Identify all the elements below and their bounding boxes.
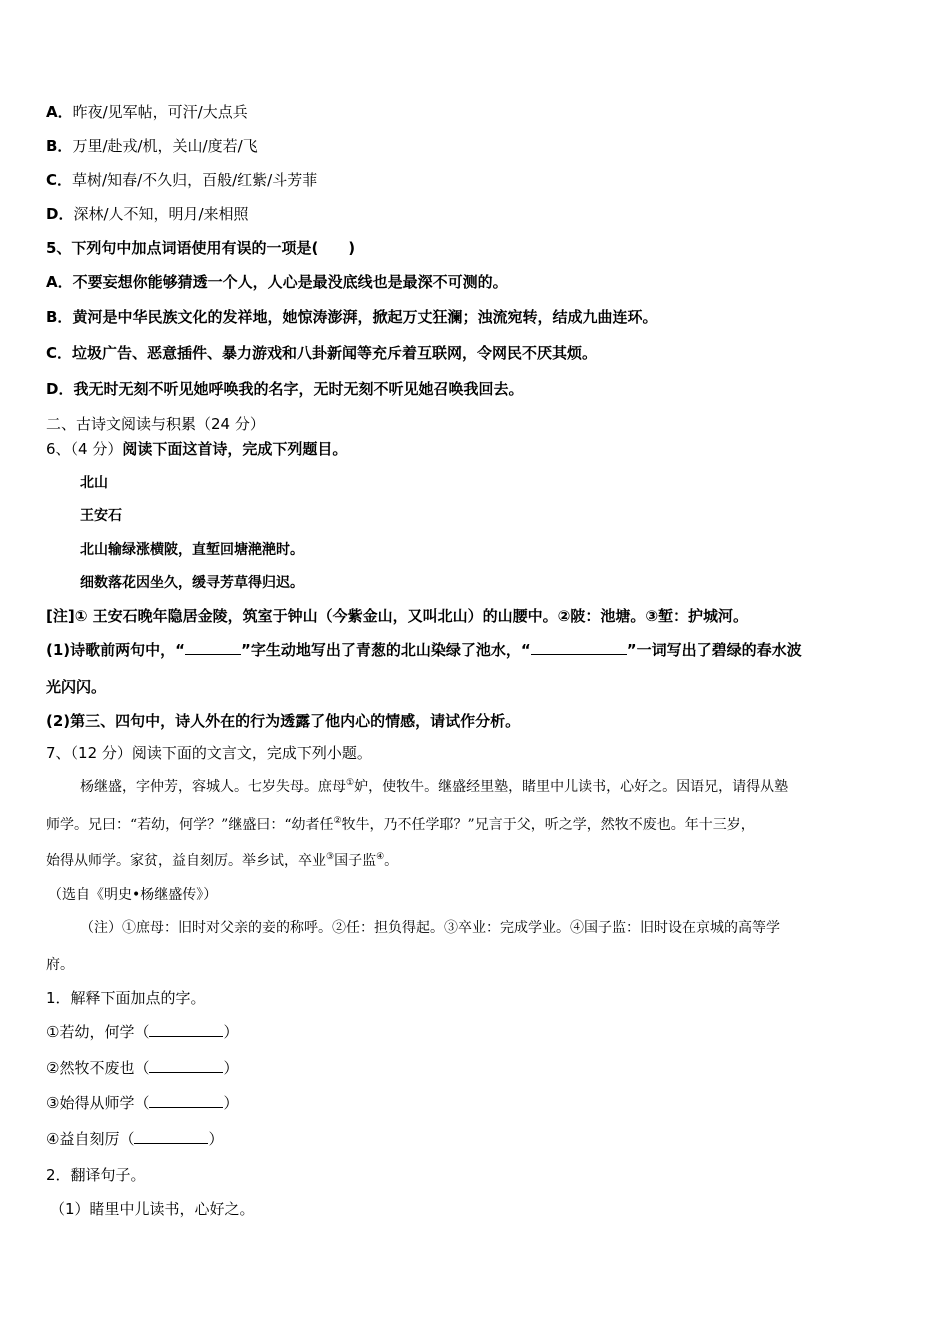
poem-line: 细数落花因坐久，缓寻芳草得归迟。	[80, 575, 304, 591]
footnote-marker: ③	[326, 852, 335, 862]
poem-title: 北山	[80, 475, 108, 491]
answer-blank[interactable]	[185, 640, 241, 655]
option-letter: B．	[46, 308, 73, 326]
q7-2-item: （1）睹里中儿读书，心好之。	[50, 1200, 255, 1218]
q6-stem-text: 阅读下面这首诗，完成下列题目。	[122, 440, 348, 458]
option-text: 黄河是中华民族文化的发祥地，她惊涛澎湃，掀起万丈狂澜；浊流宛转，结成九曲连环。	[72, 308, 658, 326]
option-text: 我无时无刻不听见她呼唤我的名字，无时无刻不听见她召唤我回去。	[73, 380, 524, 398]
passage-text: 国子监	[334, 853, 377, 869]
option-text: 万里/赴戎/机，关山/度若/飞	[72, 137, 258, 155]
passage-text: 始得从师学。家贫，益自刻厉。举乡试，卒业	[46, 853, 326, 869]
item-end: ）	[223, 1059, 239, 1077]
q5-stem: 5、下列句中加点词语使用有误的一项是( )	[46, 239, 356, 257]
answer-blank[interactable]	[149, 1093, 223, 1108]
option-text: 垃圾广告、恶意插件、暴力游戏和八卦新闻等充斥着互联网，令网民不厌其烦。	[72, 344, 598, 362]
item-text: ①若幼，何学（	[46, 1023, 150, 1041]
option-letter: C．	[46, 171, 73, 189]
sub1-text: ”字生动地写出了青葱的北山染绿了池水，“	[241, 641, 531, 659]
q6-sub1-cont: 光闪闪。	[46, 678, 107, 696]
q7-1-item	[46, 1129, 223, 1149]
section-title: 二、古诗文阅读与积累（24 分）	[46, 415, 265, 433]
notes-cont: 府。	[46, 957, 74, 973]
q6-note: [注]① 王安石晚年隐居金陵，筑室于钟山（今紫金山，又叫北山）的山腰中。②陂：池塘。③堑：护城河。	[46, 607, 749, 625]
footnote-marker: ②	[333, 816, 342, 826]
option-text: 不要妄想你能够猜透一个人，人心是最没底线也是最深不可测的。	[72, 273, 508, 291]
item-end: ）	[223, 1094, 239, 1112]
q6-stem	[46, 439, 347, 459]
passage-line	[80, 777, 788, 799]
passage-text: 杨继盛，字仲芳，容城人。七岁失母。庶母	[80, 779, 346, 795]
q5-option-b	[46, 307, 657, 327]
passage-line	[46, 851, 398, 873]
q7-1-item	[46, 1058, 238, 1078]
source: （选自《明史•杨继盛传》）	[48, 887, 218, 903]
item-end: ）	[223, 1023, 239, 1041]
option-letter: A．	[46, 273, 73, 291]
answer-blank[interactable]	[149, 1022, 223, 1037]
option-letter: B．	[46, 137, 73, 155]
item-text: ④益自刻厉（	[46, 1130, 135, 1148]
item-end: ）	[208, 1130, 224, 1148]
q4-option-c	[46, 170, 317, 190]
answer-blank[interactable]	[149, 1058, 223, 1073]
option-letter: D．	[46, 380, 74, 398]
q6-sub1	[46, 640, 802, 660]
poem-author: 王安石	[80, 508, 122, 524]
answer-blank[interactable]	[134, 1129, 208, 1144]
q6-sub2: (2)第三、四句中，诗人外在的行为透露了他内心的情感，请试作分析。	[46, 712, 521, 730]
q5-option-c	[46, 343, 597, 363]
passage-text: 妒，使牧牛。继盛经里塾，睹里中儿读书，心好之。因语兄，请得从塾	[354, 779, 789, 795]
q6-number: 6、（4 分）	[46, 440, 123, 458]
q4-option-b	[46, 136, 258, 156]
q7-2-title: 2．翻译句子。	[46, 1166, 146, 1184]
passage-line	[46, 815, 755, 837]
passage-text: 牧牛，乃不任学耶？”兄言于父，听之学，然牧不废也。年十三岁，	[341, 817, 755, 833]
q7-stem: 7、（12 分）阅读下面的文言文，完成下列小题。	[46, 744, 372, 762]
option-text: 深林/人不知，明月/来相照	[73, 205, 249, 223]
option-letter: D．	[46, 205, 74, 223]
q5-option-d	[46, 379, 523, 399]
option-text: 昨夜/见军帖，可汗/大点兵	[72, 103, 248, 121]
passage-text: 师学。兄曰：“若幼，何学？”继盛曰：“幼者任	[46, 817, 334, 833]
option-letter: C．	[46, 344, 73, 362]
option-letter: A．	[46, 103, 73, 121]
passage-text: 。	[384, 853, 399, 869]
q4-option-d	[46, 204, 249, 224]
item-text: ③始得从师学（	[46, 1094, 150, 1112]
item-text: ②然牧不废也（	[46, 1059, 150, 1077]
answer-blank[interactable]	[531, 640, 627, 655]
q7-1-title: 1．解释下面加点的字。	[46, 989, 206, 1007]
sub1-text: (1)诗歌前两句中，“	[46, 641, 186, 659]
footnote-marker: ④	[376, 852, 385, 862]
q4-option-a	[46, 102, 248, 122]
q7-1-item	[46, 1022, 238, 1042]
q7-1-item	[46, 1093, 238, 1113]
notes: （注）①庶母：旧时对父亲的妾的称呼。②任：担负得起。③卒业：完成学业。④国子监：旧时设在京城的高等学	[80, 920, 780, 936]
option-text: 草树/知春/不久归，百般/红紫/斗芳菲	[72, 171, 318, 189]
q5-option-a	[46, 272, 508, 292]
poem-line: 北山输绿涨横陂，直堑回塘滟滟时。	[80, 542, 304, 558]
footnote-marker: ①	[346, 778, 355, 788]
sub1-text: ”一词写出了碧绿的春水波	[626, 641, 802, 659]
